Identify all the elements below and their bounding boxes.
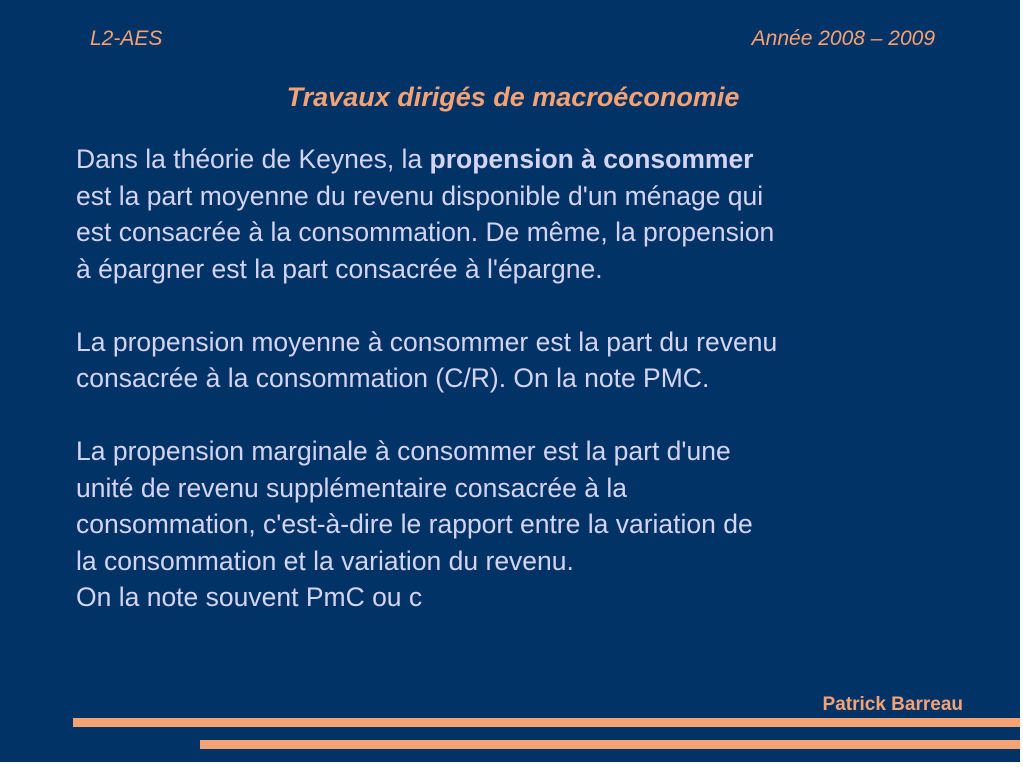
paragraph-marginal-propensity: [76, 433, 996, 616]
paragraph-definition: [76, 141, 996, 287]
text-line: la consommation et la variation du revenu.: [76, 545, 574, 576]
text-segment: Dans la théorie de Keynes, la: [76, 144, 430, 174]
course-label: L2-AES: [90, 27, 163, 50]
text-line: [76, 141, 996, 178]
text-line: est consacrée à la consommation. De même, la propension: [76, 217, 775, 247]
text-line: unité de revenu supplémentaire consacrée à la: [76, 472, 627, 503]
text-line: On la note souvent PmC ou c: [76, 582, 423, 612]
bold-term: propension à consommer: [429, 144, 754, 174]
text-line: est la part moyenne du revenu disponible d'un ménage qui: [76, 180, 764, 211]
text-line: à épargner est la part consacrée à l'épargne.: [76, 253, 603, 284]
text-line: La propension moyenne à consommer est la part du revenu: [76, 326, 778, 357]
decorative-bar-top: [73, 718, 1020, 727]
year-label: Année 2008 – 2009: [751, 27, 935, 50]
paragraph-average-propensity: [76, 324, 996, 397]
decorative-bar-bottom: [200, 740, 1020, 749]
author-name: Patrick Barreau: [822, 694, 963, 715]
text-line: La propension marginale à consommer est la part d'une: [76, 436, 731, 466]
text-line: consommation, c'est-à-dire le rapport entre la variation de: [76, 509, 753, 539]
slide-body: [76, 141, 996, 616]
text-line: consacrée à la consommation (C/R). On la note PMC.: [76, 363, 710, 393]
slide-title: Travaux dirigés de macroéconomie: [286, 82, 740, 112]
